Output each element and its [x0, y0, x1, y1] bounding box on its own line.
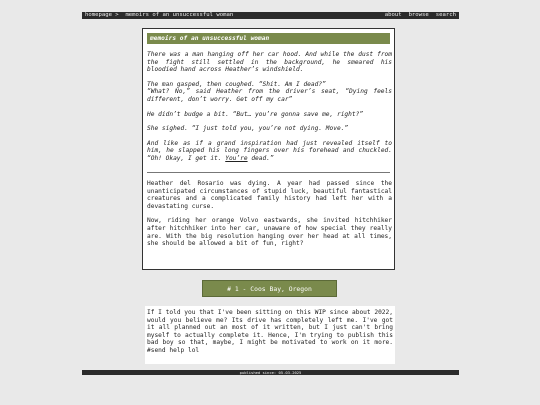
- nav-link-about[interactable]: about: [384, 12, 402, 18]
- excerpt-underlined-word: You’re: [225, 154, 248, 162]
- story-card: [142, 28, 395, 270]
- excerpt-text: dead.”: [247, 154, 274, 162]
- excerpt-text: And like as if a grand inspiration had just revealed itself to him, he slapped his long fingers over his forehead and chuckled. “Oh! Okay, I get it.: [147, 139, 392, 162]
- excerpt-paragraph: She sighed. “I just told you, you’re not dying. Move.”: [147, 125, 349, 133]
- author-note: If I told you that I've been sitting on this WIP since about 2022, would you believe me? Its drive has completely left me. I've got it all planned out an most of it written, but I just can't bring myself to actually complete it. Hence, I'm trying to publish this bad boy so that, maybe, I might be motivated to work on it more. #send help lol: [145, 306, 395, 364]
- summary-paragraph: Now, riding her orange Volvo eastwards, she invited hitchhiker after hitchhiker into her car, unaware of how special they really are. With the big resolution hanging over her head at all times, she should be allowed a bit of fun, right?: [147, 217, 392, 248]
- excerpt-paragraph: There was a man hanging off her car hood. And while the dust from the fight still settled in the background, he smeared his bloodied hand across Heather’s windshield.: [147, 51, 392, 74]
- excerpt-line: “What? No,” said Heather from the driver’s seat, “Dying feels different, don’t worry. Get off my car”: [147, 88, 392, 103]
- nav-link-search[interactable]: search: [435, 12, 456, 18]
- breadcrumb-current: memoirs of an unsuccessful woman: [125, 12, 234, 18]
- chapter-1-button[interactable]: # 1 - Coos Bay, Oregon: [202, 280, 337, 297]
- top-nav-bar: [82, 12, 459, 19]
- breadcrumb: [82, 12, 233, 19]
- nav-links: [385, 12, 459, 19]
- excerpt-paragraph: He didn’t budge a bit. “But… you’re gonna save me, right?”: [147, 110, 364, 118]
- excerpt-paragraph: [147, 81, 392, 104]
- excerpt-line: The man gasped, then coughed. “Shit. Am I dead?”: [147, 80, 326, 88]
- divider: [147, 172, 390, 173]
- story-excerpt: [147, 51, 392, 170]
- summary-paragraph: Heather del Rosario was dying. A year had passed since the unanticipated circumstances of stupid luck, beautiful fantastical creatures and a complicated family history had left her with a devastating curse.: [147, 180, 392, 210]
- story-title: memoirs of an unsuccessful woman: [147, 33, 390, 44]
- excerpt-paragraph: [147, 140, 392, 163]
- footer-published-date: published since: 05.03.2025: [82, 370, 459, 375]
- homepage-link[interactable]: homepage >: [85, 12, 119, 18]
- story-summary: [147, 180, 392, 255]
- nav-link-browse[interactable]: browse: [408, 12, 429, 18]
